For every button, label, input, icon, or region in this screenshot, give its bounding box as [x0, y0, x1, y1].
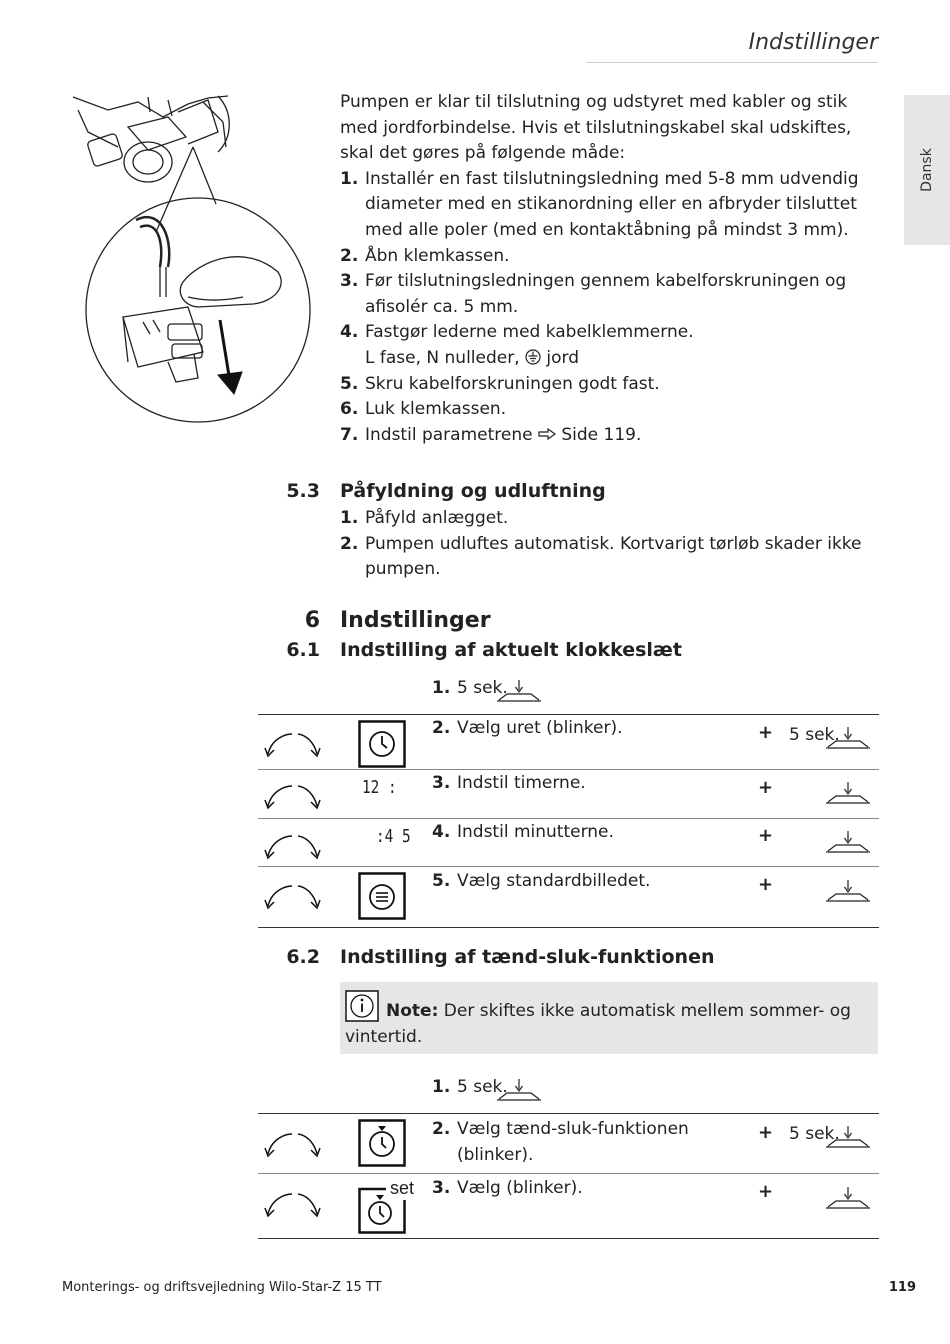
list-item [340, 506, 880, 532]
table-rule [258, 1113, 879, 1114]
list-item [340, 320, 885, 371]
press-button-icon [826, 829, 870, 855]
section-number: 6.1 [286, 639, 320, 661]
list-item [340, 397, 885, 423]
plus-sign: + [758, 777, 774, 798]
press-duration: 5 sek. [457, 1077, 508, 1097]
earth-ground-icon [525, 349, 541, 365]
step-number: 1. [432, 1077, 451, 1097]
step-number: 2. [432, 1119, 451, 1139]
step-4 [432, 822, 614, 842]
rotate-knob-icon [264, 1188, 322, 1220]
standard-display-icon [358, 872, 406, 920]
list-text-line2b: jord [541, 347, 580, 368]
list-number: 3. [340, 271, 359, 292]
header-rule [586, 62, 878, 63]
press-button-icon [826, 1185, 870, 1211]
step-number: 3. [432, 1178, 451, 1198]
list-number: 6. [340, 399, 359, 420]
step-text: Indstil timerne. [457, 773, 586, 793]
terminal-box-wiring-illustration [68, 92, 330, 414]
list-number: 1. [340, 508, 359, 528]
step-text: Vælg uret (blinker). [457, 718, 623, 738]
list-number: 4. [340, 322, 359, 343]
plus-sign: + [758, 1122, 774, 1143]
list-item [340, 532, 880, 583]
step-text: Vælg standardbilledet. [457, 871, 651, 891]
press-duration: 5 sek. [789, 1124, 840, 1144]
press-button-icon [497, 678, 541, 704]
step-number: 3. [432, 773, 451, 793]
list-number: 2. [340, 533, 359, 554]
set-label: set [390, 1178, 415, 1198]
table-rule [258, 818, 879, 819]
list-number: 5. [340, 373, 359, 394]
step-3 [432, 773, 586, 793]
intro-paragraph: Pumpen er klar til tilslutning og udstyret med kabler og stik med jordforbindelse. Hvis et tilslutningskabel skal udskiftes, skal det gøres på følgende måde: [340, 92, 852, 164]
step-wrap [432, 1117, 732, 1168]
intro-section [340, 90, 885, 448]
list-text: Luk klemkassen. [365, 399, 507, 420]
rotate-knob-icon [264, 728, 322, 760]
press-duration: 5 sek. [789, 725, 840, 745]
table-rule [258, 866, 879, 867]
plus-sign: + [758, 1181, 774, 1202]
step-number: 5. [432, 871, 451, 891]
step-5 [432, 871, 650, 891]
note-label: Note: [386, 1001, 439, 1021]
list-text: Åbn klemkassen. [365, 245, 510, 266]
step-number: 4. [432, 822, 451, 842]
plus-sign: + [758, 722, 774, 743]
list-item [340, 269, 885, 320]
table-rule [258, 927, 879, 928]
step-text: Indstil minutterne. [457, 822, 614, 842]
rotate-knob-icon [264, 830, 322, 862]
press-button-icon [826, 780, 870, 806]
section-title: Indstilling af aktuelt klokkeslæt [340, 639, 682, 661]
table-rule [258, 769, 879, 770]
section-number: 5.3 [286, 480, 320, 502]
display-hours: 12 : [362, 777, 397, 798]
rotate-knob-icon [264, 880, 322, 912]
section-title: Påfyldning og udluftning [340, 480, 606, 502]
step-text: Vælg (blinker). [457, 1178, 583, 1198]
step-text: Vælg tænd-sluk-funktionen (blinker). [457, 1119, 689, 1165]
list-text: Fastgør lederne med kabelklemmerne. [365, 322, 694, 343]
step-2 [432, 718, 623, 738]
list-text-line2: L fase, N nulleder, [365, 347, 526, 368]
step-number: 2. [432, 718, 451, 738]
plus-sign: + [758, 825, 774, 846]
step-3 [432, 1178, 583, 1198]
list-text: Indstil parametrene [365, 424, 538, 445]
list-number: 1. [340, 168, 359, 189]
note-text-block [345, 999, 870, 1050]
page-number: 119 [888, 1280, 916, 1295]
section-title: Indstilling af tænd-sluk-funktionen [340, 946, 715, 968]
clock-icon [358, 720, 406, 768]
list-text: Skru kabelforskruningen godt fast. [365, 373, 660, 394]
list-text: Pumpen udluftes automatisk. Kortvarigt tørløb skader ikke pumpen. [365, 533, 862, 580]
step-2 [432, 1117, 732, 1168]
table-rule [258, 1173, 879, 1174]
press-button-icon [826, 878, 870, 904]
arrow-right-icon [538, 428, 556, 440]
section-5-3-list [340, 506, 880, 583]
section-number: 6.2 [286, 946, 320, 968]
page-reference-link[interactable]: Side 119. [561, 424, 642, 445]
step-number: 1. [432, 678, 451, 698]
press-button-icon [826, 725, 870, 751]
plus-sign: + [758, 874, 774, 895]
list-item [340, 167, 885, 244]
press-duration: 5 sek. [457, 678, 508, 698]
list-number: 7. [340, 424, 359, 445]
language-tab [904, 95, 950, 245]
table-rule [258, 1238, 879, 1239]
footer-document-title: Monterings- og driftsvejledning Wilo-Star-Z 15 TT [62, 1280, 382, 1295]
chapter-title: Indstillinger [340, 608, 491, 633]
page-header-title: Indstillinger [748, 30, 878, 55]
list-text: Før tilslutningsledningen gennem kabelforskruningen og afisolér ca. 5 mm. [365, 271, 847, 317]
note-text: Der skiftes ikke automatisk mellem sommer- og vintertid. [345, 1001, 851, 1047]
rotate-knob-icon [264, 780, 322, 812]
press-button-icon [826, 1124, 870, 1150]
list-number: 2. [340, 245, 359, 266]
language-tab-label: Dansk [919, 148, 935, 192]
chapter-number: 6 [304, 608, 320, 633]
timer-icon [358, 1119, 406, 1167]
list-text: Installér en fast tilslutningsledning med 5-8 mm udvendig diameter med en stikanordning eller en afbryder tilsluttet med alle poler (med en kontaktåbning på mindst 3 mm). [365, 168, 859, 240]
list-item [340, 423, 885, 449]
press-button-icon [497, 1077, 541, 1103]
list-text: Påfyld anlægget. [365, 508, 509, 528]
list-item [340, 372, 885, 398]
rotate-knob-icon [264, 1128, 322, 1160]
display-minutes: :4 5 [376, 826, 411, 847]
list-item [340, 244, 885, 270]
table-rule [258, 714, 879, 715]
